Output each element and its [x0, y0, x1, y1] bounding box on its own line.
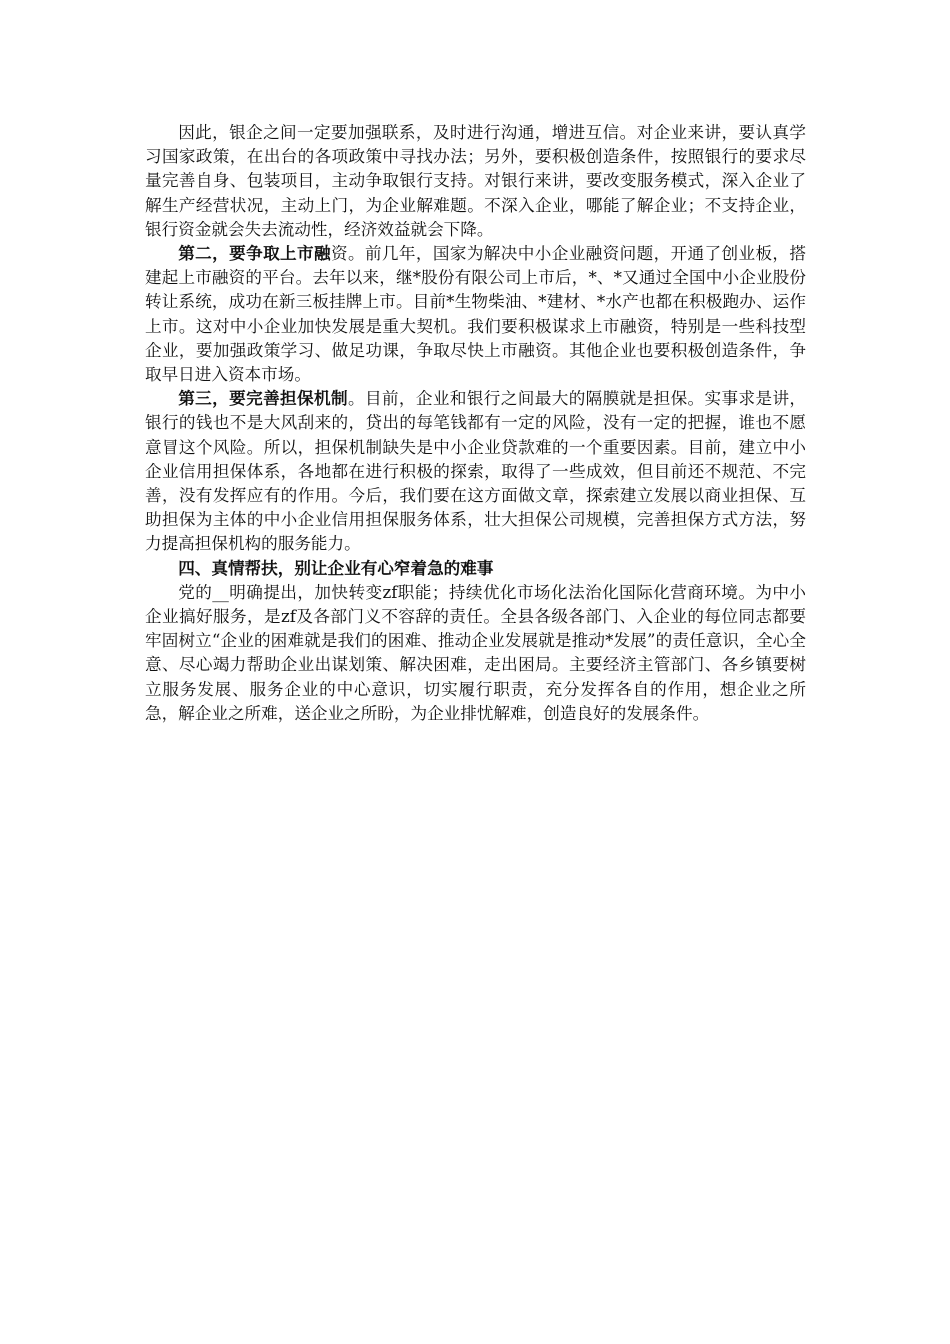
paragraph-lead-listing: 第二，要争取上市融	[178, 244, 331, 264]
paragraph-text-guarantee: 。目前，企业和银行之间最大的隔膜就是担保。实事求是讲，银行的钱也不是大风刮来的，贷出的每笔钱都有一定的风险，没有一定的把握，谁也不愿意冒这个风险。所以，担保机制缺失是中小企业贷款难的一个重要因素。目前，建立中小企业信用担保体系，各地都在进行积极的探索，取得了一些成效，但目前还不规范、不完善，没有发挥应有的作用。今后，我们要在这方面做文章，探索建立发展以商业担保、互助担保为主体的中小企业信用担保服务体系，壮大担保公司规模，完善担保方式方法，努力提高担保机构的服务能力。	[145, 389, 807, 554]
paragraph-listing-financing	[145, 242, 806, 387]
paragraph-text-listing: 资。前几年，国家为解决中小企业融资问题，开通了创业板，搭建起上市融资的平台。去年以来，继*股份有限公司上市后，*、*又通过全国中小企业股份转让系统，成功在新三板挂牌上市。目前*生物柴油、*建材、*水产也都在积极跑办、运作上市。这对中小企业加快发展是重大契机。我们要积极谋求上市融资，特别是一些科技型企业，要加强政策学习、做足功课，争取尽快上市融资。其他企业也要积极创造条件，争取早日进入资本市场。	[145, 244, 807, 385]
paragraph-service: 党的__明确提出，加快转变zf职能；持续优化市场化法治化国际化营商环境。为中小企业搞好服务，是zf及各部门义不容辞的责任。全县各级各部门、入企业的每位同志都要牢固树立“企业的困难就是我们的困难、推动企业发展就是推动*发展”的责任意识，全心全意、尽心竭力帮助企业出谋划策、解决困难，走出困局。主要经济主管部门、各乡镇要树立服务发展、服务企业的中心意识，切实履行职责，充分发挥各自的作用，想企业之所急，解企业之所难，送企业之所盼，为企业排忧解难，创造良好的发展条件。	[145, 582, 806, 723]
document-body	[145, 121, 806, 726]
paragraph-guarantee	[145, 387, 806, 556]
paragraph-lead-guarantee: 第三，要完善担保机制	[178, 389, 348, 409]
paragraph-bank-enterprise: 因此，银企之间一定要加强联系，及时进行沟通，增进互信。对企业来讲，要认真学习国家政策，在出台的各项政策中寻找办法；另外，要积极创造条件，按照银行的要求尽量完善自身、包装项目，主动争取银行支持。对银行来讲，要改变服务模式，深入企业了解生产经营状况，主动上门，为企业解难题。不深入企业，哪能了解企业；不支持企业，银行资金就会失去流动性，经济效益就会下降。	[145, 123, 806, 239]
section-heading-four: 四、真情帮扶，别让企业有心窄着急的难事	[178, 558, 494, 578]
